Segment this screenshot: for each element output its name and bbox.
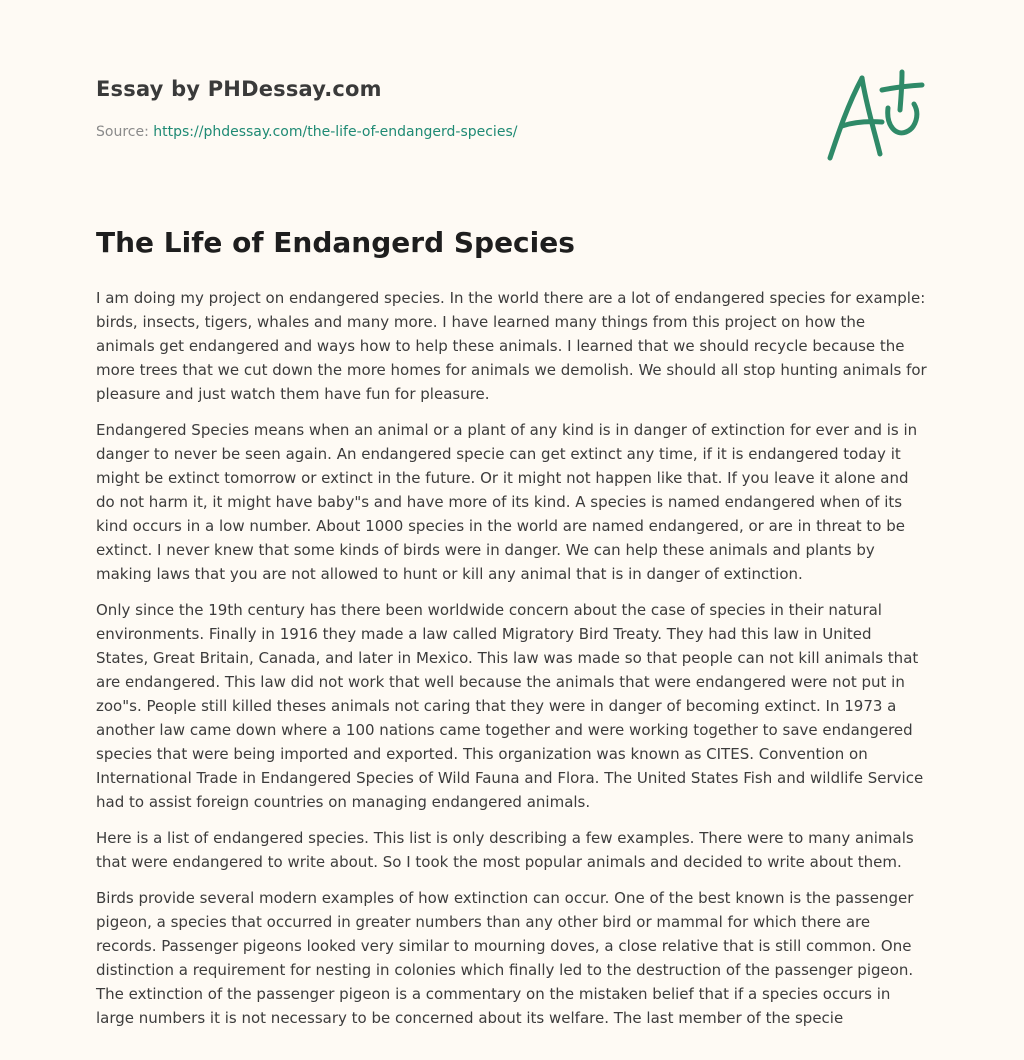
essay-paragraph: I am doing my project on endangered species. In the world there are a lot of endangered species for example: birds, insects, tigers, whales and many more. I have learned many things from this project on how the animals get endangered and ways how to help these animals. I learned that we should recycle because the more trees that we cut down the more homes for animals we demolish. We should all stop hunting animals for pleasure and just watch them have fun for pleasure.	[96, 289, 927, 403]
source-label: Source:	[96, 124, 149, 140]
essay-paragraph: Here is a list of endangered species. This list is only describing a few examples. There were to many animals that were endangered to write about. So I took the most popular animals and decided to write about them.	[96, 829, 914, 871]
a-plus-grade-icon	[818, 64, 928, 164]
site-header-title: Essay by PHDessay.com	[96, 77, 382, 101]
essay-paragraph: Endangered Species means when an animal or a plant of any kind is in danger of extinction for ever and is in danger to never be seen again. An endangered specie can get extinct any time, if it is endangered today it might be extinct tomorrow or extinct in the future. Or it might not happen like that. If you leave it alone and do not harm it, it might have baby"s and have more of its kind. A species is named endangered when of its kind occurs in a low number. About 1000 species in the world are named endangered, or are in threat to be extinct. I never knew that some kinds of birds were in danger. We can help these animals and plants by making laws that you are not allowed to hunt or kill any animal that is in danger of extinction.	[96, 421, 918, 583]
essay-title: The Life of Endangerd Species	[96, 226, 575, 259]
source-link[interactable]: https://phdessay.com/the-life-of-endangerd-species/	[153, 124, 518, 140]
essay-body	[96, 286, 928, 1042]
essay-paragraph: Birds provide several modern examples of how extinction can occur. One of the best known is the passenger pigeon, a species that occurred in greater numbers than any other bird or mammal for which there are records. Passenger pigeons looked very similar to mourning doves, a close relative that is still common. One distinction a requirement for nesting in colonies which finally led to the destruction of the passenger pigeon. The extinction of the passenger pigeon is a commentary on the mistaken belief that if a species occurs in large numbers it is not necessary to be concerned about its welfare. The last member of the specie	[96, 889, 914, 1027]
source-line	[96, 124, 517, 140]
essay-paragraph: Only since the 19th century has there been worldwide concern about the case of species in their natural environments. Finally in 1916 they made a law called Migratory Bird Treaty. They had this law in United States, Great Britain, Canada, and later in Mexico. This law was made so that people can not kill animals that are endangered. This law did not work that well because the animals that were endangered were not put in zoo"s. People still killed theses animals not caring that they were in danger of becoming extinct. In 1973 a another law came down where a 100 nations came together and were working together to save endangered species that were being imported and exported. This organization was known as CITES. Convention on International Trade in Endangered Species of Wild Fauna and Flora. The United States Fish and wildlife Service had to assist foreign countries on managing endangered animals.	[96, 601, 924, 811]
